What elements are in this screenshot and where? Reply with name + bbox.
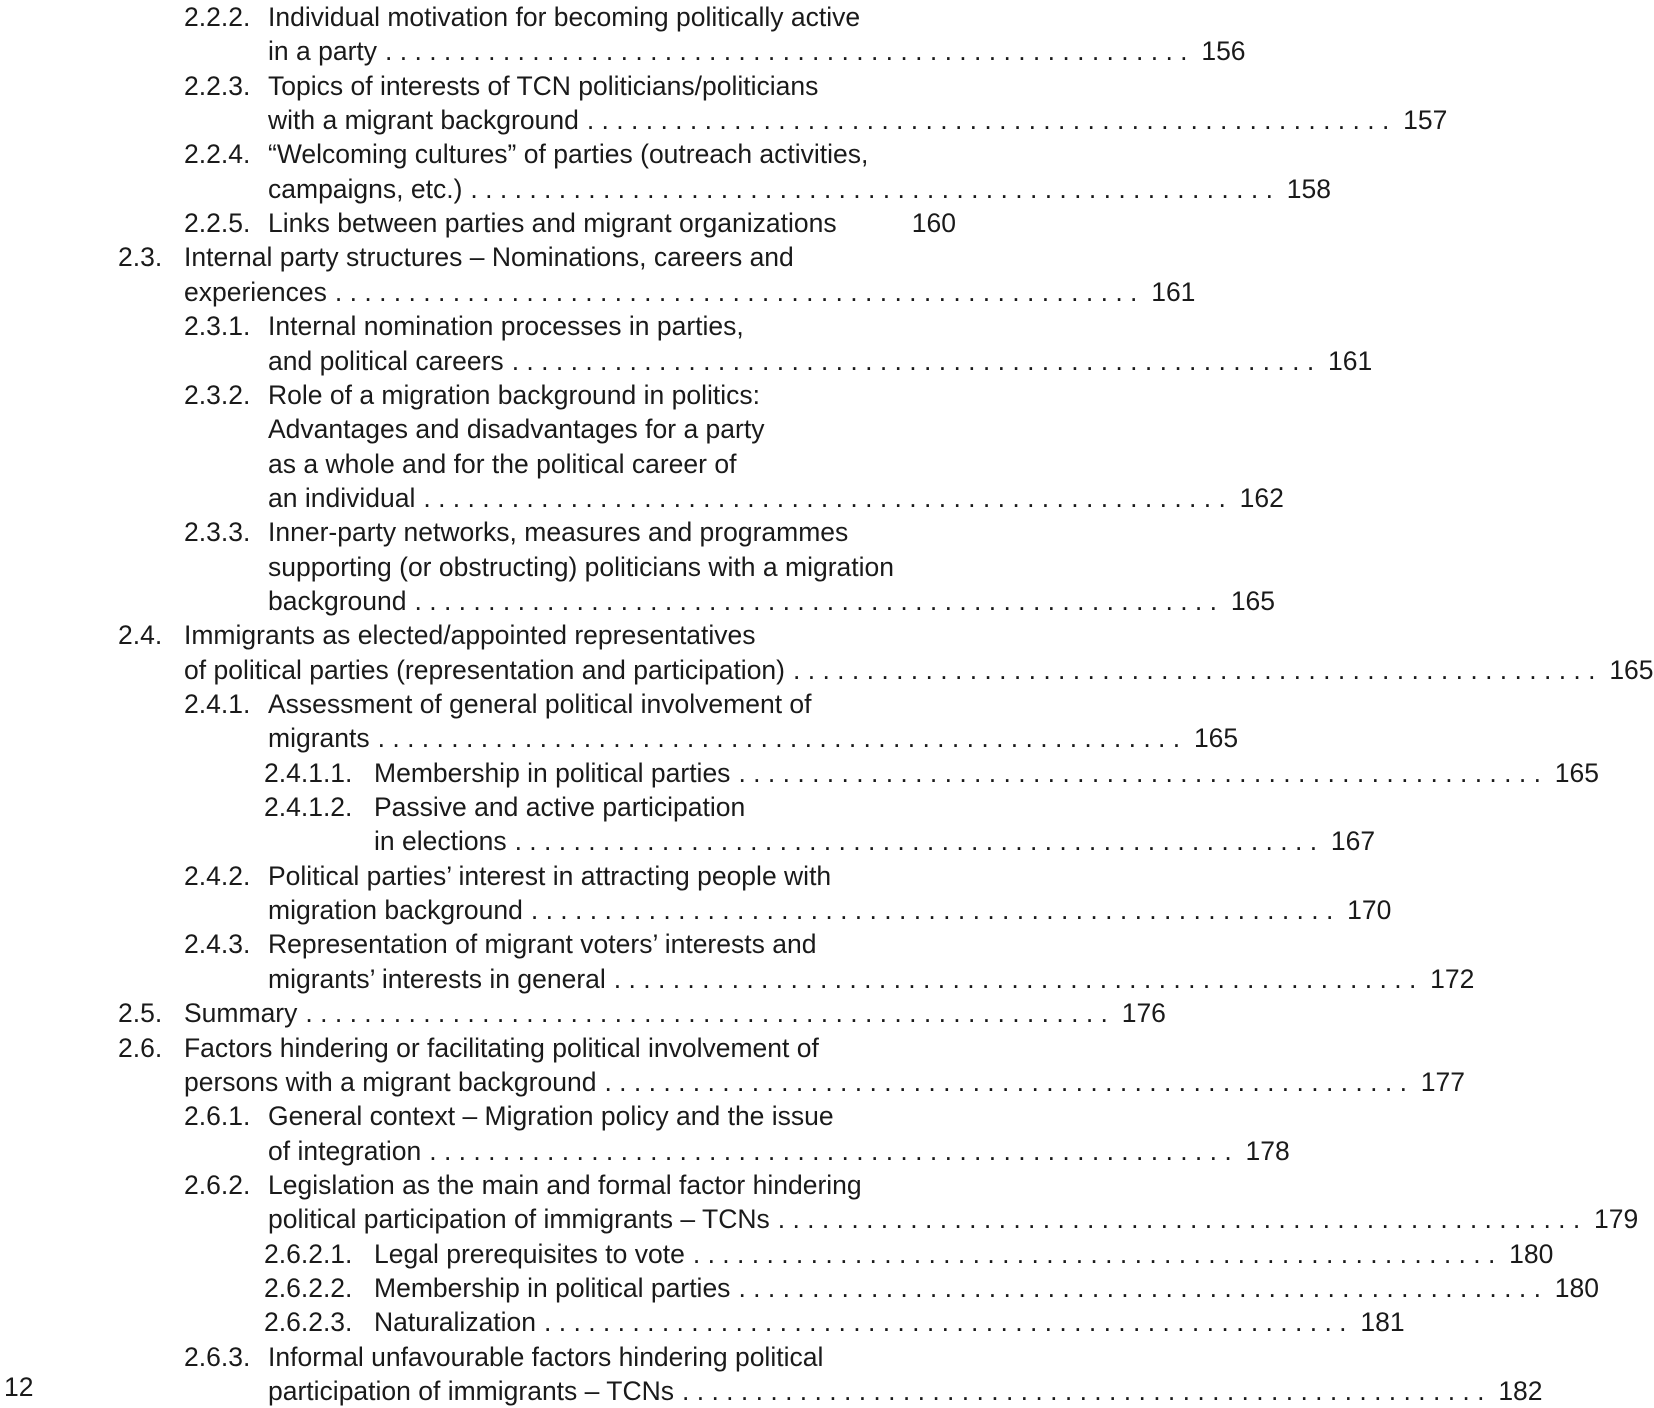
toc-entry-page: 161 [1151, 276, 1196, 307]
dot-leader: . . . . . . . . . . . . . . . . . . . . . . . . . . . . . . . . . . . . . . . . . . . . . . . . . . . . . . . [682, 1376, 1485, 1406]
toc-entry-number: 2.3.1. [184, 311, 251, 342]
toc-entry [0, 1099, 956, 1133]
toc-entry-number: 2.2.2. [184, 2, 251, 32]
toc-entry-page: 161 [1328, 345, 1373, 376]
toc-entry-number: 2.6.2. [184, 1169, 251, 1200]
dot-leader: . . . . . . . . . . . . . . . . . . . . . . . . . . . . . . . . . . . . . . . . . . . . . . . . . . . . . . . [777, 1204, 1581, 1235]
dot-leader: . . . . . . . . . . . . . . . . . . . . . . . . . . . . . . . . . . . . . . . . . . . . . . . . . . . . . . . [470, 173, 1273, 204]
toc-entry-page: 160 [911, 208, 956, 239]
toc-entry-page: 162 [1239, 482, 1284, 513]
toc-entry-number: 2.4.1.1. [264, 757, 353, 788]
toc-entry [0, 1168, 956, 1202]
toc-entry-continuation [0, 447, 956, 481]
toc-entry-page: 177 [1420, 1066, 1465, 1097]
toc-entry-continuation [0, 1134, 1290, 1168]
toc-entry-continuation [0, 1202, 1639, 1236]
toc-entry-title: Membership in political parties [374, 757, 731, 788]
toc-entry-number: 2.3.3. [184, 517, 251, 548]
toc-entry-continuation [0, 1374, 1543, 1408]
toc-entry-page: 176 [1121, 998, 1166, 1029]
toc-entry [0, 69, 956, 103]
toc-entry-continuation [0, 962, 1475, 996]
toc-entry [0, 309, 956, 343]
toc-entry-page: 180 [1509, 1238, 1554, 1269]
toc-entry-title: Informal unfavourable factors hindering political [268, 1341, 824, 1372]
toc-entry-number: 2.6.3. [184, 1341, 251, 1372]
toc-entry-number: 2.2.3. [184, 70, 251, 101]
toc-entry-title: with a migrant background [268, 105, 579, 136]
toc-entry [0, 927, 956, 961]
toc-entry-number: 2.4.1. [184, 689, 251, 719]
dot-leader: . . . . . . . . . . . . . . . . . . . . . . . . . . . . . . . . . . . . . . . . . . . . . . . . . . . . . . . [511, 345, 1315, 376]
toc-entry-continuation [0, 34, 1246, 68]
toc-entry-title: Internal party structures – Nominations, careers and [184, 242, 794, 273]
toc-entry-title: Individual motivation for becoming politically active [268, 2, 861, 32]
toc-entry [0, 687, 956, 721]
dot-leader: . . . . . . . . . . . . . . . . . . . . . . . . . . . . . . . . . . . . . . . . . . . . . . . . . . . . . . . [586, 105, 1390, 136]
toc-entry-title: migrants [268, 723, 370, 754]
page-number: 12 [4, 1372, 34, 1402]
dot-leader: . . . . . . . . . . . . . . . . . . . . . . . . . . . . . . . . . . . . . . . . . . . . . . . . . . . . . . . [530, 895, 1334, 926]
toc-entry [0, 240, 956, 274]
toc-entry [0, 859, 956, 893]
toc-entry-title: in elections [374, 826, 507, 857]
toc-entry-title: Summary [184, 998, 298, 1029]
dot-leader: . . . . . . . . . . . . . . . . . . . . . . . . . . . . . . . . . . . . . . . . . . . . . . . . . . . . . . . [738, 757, 1541, 788]
toc-entry-number: 2.2.5. [184, 208, 251, 239]
toc-entry-continuation [0, 893, 1392, 927]
toc-entry-title: Political parties’ interest in attracting people with [268, 860, 832, 891]
toc-entry-continuation [0, 344, 1373, 378]
toc-entry-title: Legal prerequisites to vote [374, 1238, 685, 1269]
toc-entry [0, 996, 1166, 1030]
toc-entry-page: 156 [1201, 36, 1246, 67]
toc-entry-continuation [0, 1065, 1465, 1099]
toc-entry-title: Immigrants as elected/appointed representatives [184, 620, 756, 651]
toc-entry-number: 2.5. [118, 998, 163, 1029]
toc-entry [0, 1031, 956, 1065]
toc-entry [0, 1340, 956, 1374]
toc-entry-title: background [268, 585, 407, 616]
toc-entry-title: campaigns, etc.) [268, 173, 463, 204]
toc-entry-page: 165 [1554, 757, 1599, 788]
toc-entry [0, 790, 956, 824]
toc-entry-title: participation of immigrants – TCNs [268, 1376, 674, 1406]
toc-entry [0, 1271, 1599, 1305]
toc-entry-title: Internal nomination processes in parties, [268, 311, 744, 342]
toc-entry [0, 378, 956, 412]
toc-entry-page: 158 [1286, 173, 1331, 204]
toc-entry-page: 165 [1609, 654, 1654, 685]
toc-entry-continuation [0, 275, 1196, 309]
toc-entry-title: in a party [268, 36, 378, 67]
toc-entry-title: experiences [184, 276, 327, 307]
toc-entry-number: 2.3.2. [184, 379, 251, 410]
dot-leader: . . . . . . . . . . . . . . . . . . . . . . . . . . . . . . . . . . . . . . . . . . . . . . . . . . . . . . . [793, 654, 1596, 685]
toc-entry-continuation [0, 550, 956, 584]
toc-entry-number: 2.6.2.1. [264, 1238, 353, 1269]
toc-entry-title: Legislation as the main and formal factor hindering [268, 1169, 862, 1200]
toc-entry-title: Passive and active participation [374, 792, 746, 823]
toc-entry-page: 165 [1193, 723, 1239, 754]
toc-entry-title: Links between parties and migrant organizations [268, 208, 837, 239]
toc-entry-title: Representation of migrant voters’ interests and [268, 929, 817, 960]
toc-entry-number: 2.6. [118, 1032, 163, 1063]
toc-entry-number: 2.4. [118, 620, 163, 651]
toc-entry-title: Factors hindering or facilitating political involvement of [184, 1032, 819, 1063]
toc-entry-number: 2.3. [118, 242, 163, 273]
toc-entry-title: General context – Migration policy and the issue [268, 1101, 834, 1132]
toc-entry-title: Membership in political parties [374, 1272, 731, 1303]
toc-entry-number: 2.6.1. [184, 1101, 251, 1132]
toc-entry [0, 618, 956, 652]
dot-leader: . . . . . . . . . . . . . . . . . . . . . . . . . . . . . . . . . . . . . . . . . . . . . . . . . . . . . . . [544, 1307, 1347, 1338]
toc-entry-number: 2.4.3. [184, 929, 251, 960]
dot-leader: . . . . . . . . . . . . . . . . . . . . . . . . . . . . . . . . . . . . . . . . . . . . . . . . . . . . . . . [692, 1238, 1496, 1269]
toc-entry-continuation [0, 412, 956, 446]
toc-entry-title: Advantages and disadvantages for a party [268, 414, 765, 445]
toc-entry [0, 1237, 1554, 1271]
toc-entry-title: of political parties (representation and participation) [184, 654, 785, 685]
toc-entry-page: 165 [1230, 585, 1276, 616]
toc-entry-continuation [0, 481, 1284, 515]
dot-leader: . . . . . . . . . . . . . . . . . . . . . . . . . . . . . . . . . . . . . . . . . . . . . . . . . . . . . . . [305, 998, 1108, 1029]
dot-leader: . . . . . . . . . . . . . . . . . . . . . . . . . . . . . . . . . . . . . . . . . . . . . . . . . . . . . . . [613, 963, 1417, 994]
toc-entry [0, 515, 956, 549]
toc-entry-continuation [0, 653, 1654, 687]
dot-leader: . . . . . . . . . . . . . . . . . . . . . . . . . . . . . . . . . . . . . . . . . . . . . . . . . . . . . . . [423, 482, 1226, 513]
toc-entry-page: 157 [1403, 105, 1448, 136]
dot-leader: . . . . . . . . . . . . . . . . . . . . . . . . . . . . . . . . . . . . . . . . . . . . . . . . . . . . . . . [738, 1272, 1541, 1303]
toc-entry-title: and political careers [268, 345, 504, 376]
dot-leader: . . . . . . . . . . . . . . . . . . . . . . . . . . . . . . . . . . . . . . . . . . . . . . . . . . . . . . . [604, 1066, 1407, 1097]
toc-entry-number: 2.2.4. [184, 139, 251, 170]
toc-entry-title: political participation of immigrants – TCNs [268, 1204, 770, 1235]
toc-entry-page: 172 [1430, 963, 1475, 994]
toc-entry-title: Naturalization [374, 1307, 537, 1338]
toc-entry-number: 2.4.1.2. [264, 792, 353, 823]
toc-entry-page: 179 [1594, 1204, 1639, 1235]
toc-entry-continuation [0, 584, 1276, 618]
toc-entry-title: as a whole and for the political career of [268, 448, 737, 479]
toc-entry-title: supporting (or obstructing) politicians with a migration [268, 551, 894, 582]
dot-leader: . . . . . . . . . . . . . . . . . . . . . . . . . . . . . . . . . . . . . . . . . . . . . . . . . . . . . . . [514, 826, 1318, 857]
toc-entry-title: an individual [268, 482, 416, 513]
toc-entry [0, 756, 1599, 790]
toc-entry [0, 0, 956, 34]
toc-entry-number: 2.4.2. [184, 860, 251, 891]
toc-entry-title: Role of a migration background in politics: [268, 379, 760, 410]
dot-leader: . . . . . . . . . . . . . . . . . . . . . . . . . . . . . . . . . . . . . . . . . . . . . . . . . . . . . . . [334, 276, 1138, 307]
toc-entry-title: migrants’ interests in general [268, 963, 606, 994]
toc-entry-page: 167 [1330, 826, 1376, 857]
toc-entry-title: “Welcoming cultures” of parties (outreach activities, [268, 139, 869, 170]
toc-entry-page: 180 [1554, 1272, 1599, 1303]
toc-entry-continuation [0, 103, 1448, 137]
dot-leader: . . . . . . . . . . . . . . . . . . . . . . . . . . . . . . . . . . . . . . . . . . . . . . . . . . . . . . . [377, 723, 1181, 754]
toc-entry-title: of integration [268, 1135, 422, 1166]
toc-entry-continuation [0, 824, 1376, 858]
toc-entry [0, 206, 956, 240]
toc-entry-page: 178 [1245, 1135, 1290, 1166]
toc-entry-title: migration background [268, 895, 523, 926]
toc-entry-title: Inner-party networks, measures and programmes [268, 517, 849, 548]
toc-entry-title: Topics of interests of TCN politicians/politicians [268, 70, 819, 101]
dot-leader: . . . . . . . . . . . . . . . . . . . . . . . . . . . . . . . . . . . . . . . . . . . . . . . . . . . . . . . [385, 36, 1188, 67]
toc-entry-continuation [0, 172, 1331, 206]
toc-entry [0, 137, 956, 171]
toc-entry-title: persons with a migrant background [184, 1066, 597, 1097]
dot-leader: . . . . . . . . . . . . . . . . . . . . . . . . . . . . . . . . . . . . . . . . . . . . . . . . . . . . . . . [429, 1135, 1232, 1166]
toc-entry-page: 170 [1347, 895, 1392, 926]
toc-entry-page: 181 [1360, 1307, 1405, 1338]
toc-entry-number: 2.6.2.2. [264, 1272, 353, 1303]
toc-entry-number: 2.6.2.3. [264, 1307, 353, 1338]
toc-entry-continuation [0, 721, 1239, 755]
toc-entry-page: 182 [1498, 1376, 1543, 1406]
toc-entry-title: Assessment of general political involvement of [268, 689, 812, 719]
dot-leader: . . . . . . . . . . . . . . . . . . . . . . . . . . . . . . . . . . . . . . . . . . . . . . . . . . . . . . . [414, 585, 1218, 616]
toc-entry [0, 1305, 1405, 1339]
